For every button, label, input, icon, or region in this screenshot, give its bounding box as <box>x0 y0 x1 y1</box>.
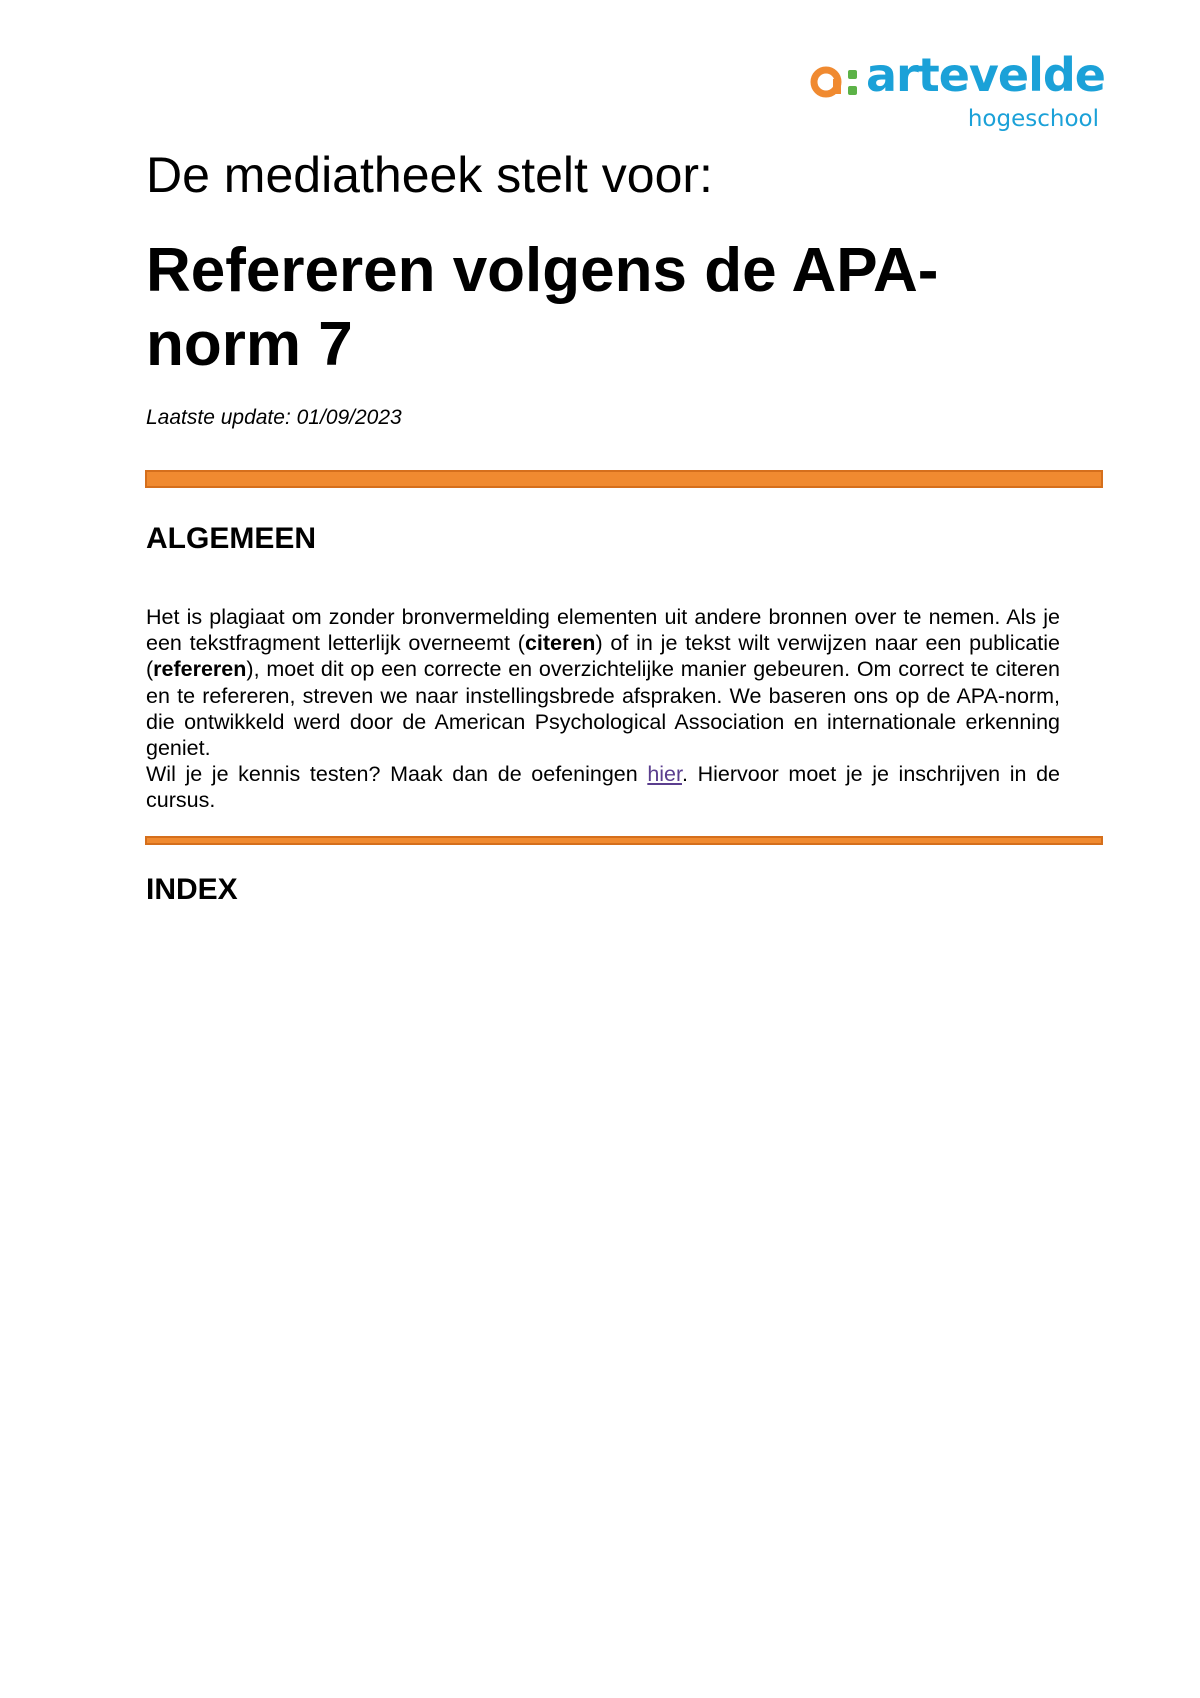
exercises-link[interactable]: hier <box>647 762 682 787</box>
artevelde-logo-mark <box>810 62 862 102</box>
orange-divider-bottom <box>145 836 1103 845</box>
text-segment: ) of in je tekst wilt verwijzen naar een publicatie ( <box>146 631 1060 682</box>
algemeen-paragraph-1 <box>146 604 1060 761</box>
text-segment: Het is plagiaat om zonder bronvermelding elementen uit andere bronnen over te nemen. Als je een tekstfragment letterlijk overneemt ( <box>146 605 1060 656</box>
last-update: Laatste update: 01/09/2023 <box>146 406 402 429</box>
section-heading-index: INDEX <box>146 873 238 906</box>
logo-subtitle: hogeschool <box>967 106 1099 132</box>
term-citeren: citeren <box>524 631 596 656</box>
text-segment: Wil je je kennis testen? Maak dan de oefeningen <box>146 762 648 787</box>
term-refereren: refereren <box>153 657 247 682</box>
text-segment: . Hiervoor moet je je inschrijven in de cursus. <box>146 762 1060 813</box>
orange-divider-top <box>145 470 1103 488</box>
algemeen-body <box>146 604 1060 814</box>
logo-wordmark: artevelde <box>866 48 1105 102</box>
algemeen-paragraph-2 <box>146 761 1060 813</box>
section-heading-algemeen: ALGEMEEN <box>146 522 317 555</box>
text-segment: ), moet dit op een correcte en overzichtelijke manier gebeuren. Om correct te citeren en te refereren, streven we naar instellingsbrede afspraken. We baseren ons op de APA-norm, die ontwikkeld werd door de American Psychological Association en internationale erkenning geniet. <box>146 657 1060 761</box>
artevelde-logo <box>810 48 1110 138</box>
document-title: Refereren volgens de APA-norm 7 <box>146 236 939 379</box>
pre-title: De mediatheek stelt voor: <box>146 147 713 203</box>
